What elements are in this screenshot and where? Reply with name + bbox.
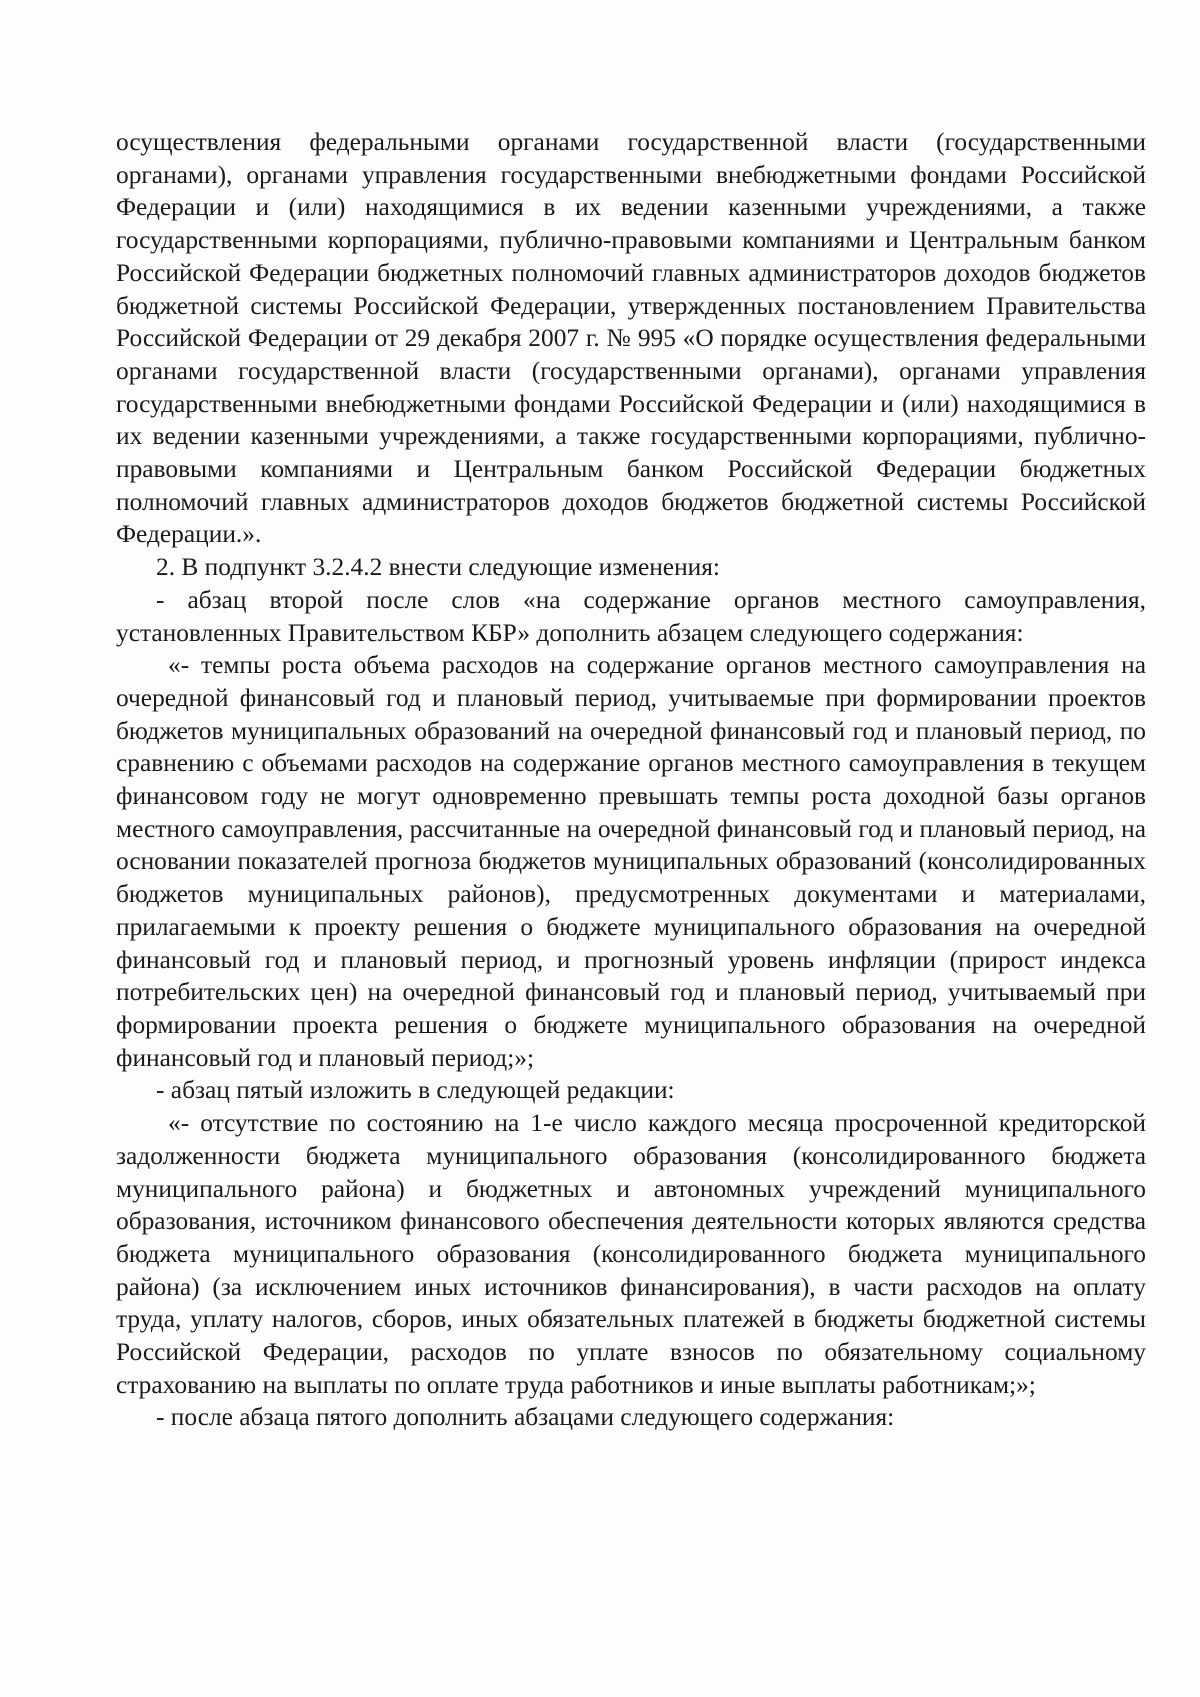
paragraph-item-2: 2. В подпункт 3.2.4.2 внести следующие изменения: [156, 553, 720, 582]
document-body [116, 126, 1146, 1434]
paragraph-amendment-fifth: - абзац пятый изложить в следующей редакции: [156, 1076, 675, 1105]
paragraph-quoted-no-arrears: «- отсутствие по состоянию на 1-е число каждого месяца просроченной кредиторской задолженности бюджета муниципального образования (консолидированного бюджета муниципального района) и бюджетных и автономных учреждений муниципального образования, источником финансового обеспечения деятельности которых являются средства бюджета муниципального образования (консолидированного бюджета муниципального района) (за исключением иных источников финансирования), в части расходов на оплату труда, уплату налогов, сборов, иных обязательных платежей в бюджеты бюджетной системы Российской Федерации, расходов по уплате взносов по обязательному социальному страхованию на выплаты по оплате труда работников и иные выплаты работникам;»; [116, 1109, 1146, 1399]
paragraph-continuation: осуществления федеральными органами государственной власти (государственными органами), органами управления государственными внебюджетными фондами Российской Федерации и (или) находящимися в их ведении казенными учреждениями, а также государственными корпорациями, публично-правовыми компаниями и Центральным банком Российской Федерации бюджетных полномочий главных администраторов доходов бюджетов бюджетной системы Российской Федерации, утвержденных постановлением Правительства Российской Федерации от 29 декабря 2007 г. № 995 «О порядке осуществления федеральными органами государственной власти (государственными органами), органами управления государственными внебюджетными фондами Российской Федерации и (или) находящимися в их ведении казенными учреждениями, а также государственными корпорациями, публично-правовыми компаниями и Центральным банком Российской Федерации бюджетных полномочий главных администраторов доходов бюджетов бюджетной системы Российской Федерации.». [116, 128, 1146, 549]
paragraph-after-fifth: - после абзаца пятого дополнить абзацами следующего содержания: [156, 1403, 895, 1432]
paragraph-amendment-second: - абзац второй после слов «на содержание органов местного самоуправления, установленных Правительством КБР» дополнить абзацем следующего содержания: [116, 585, 1146, 647]
paragraph-quoted-growth-rates: «- темпы роста объема расходов на содержание органов местного самоуправления на очередной финансовый год и плановый период, учитываемые при формировании проектов бюджетов муниципальных образований на очередной финансовый год и плановый период, по сравнению с объемами расходов на содержание органов местного самоуправления в текущем финансовом году не могут одновременно превышать темпы роста доходной базы органов местного самоуправления, рассчитанные на очередной финансовый год и плановый период, на основании показателей прогноза бюджетов муниципальных образований (консолидированных бюджетов муниципальных районов), предусмотренных документами и материалами, прилагаемыми к проекту решения о бюджете муниципального образования на очередной финансовый год и плановый период, и прогнозный уровень инфляции (прирост индекса потребительских цен) на очередной финансовый год и плановый период, учитываемый при формировании проекта решения о бюджете муниципального образования на очередной финансовый год и плановый период;»; [116, 651, 1146, 1072]
